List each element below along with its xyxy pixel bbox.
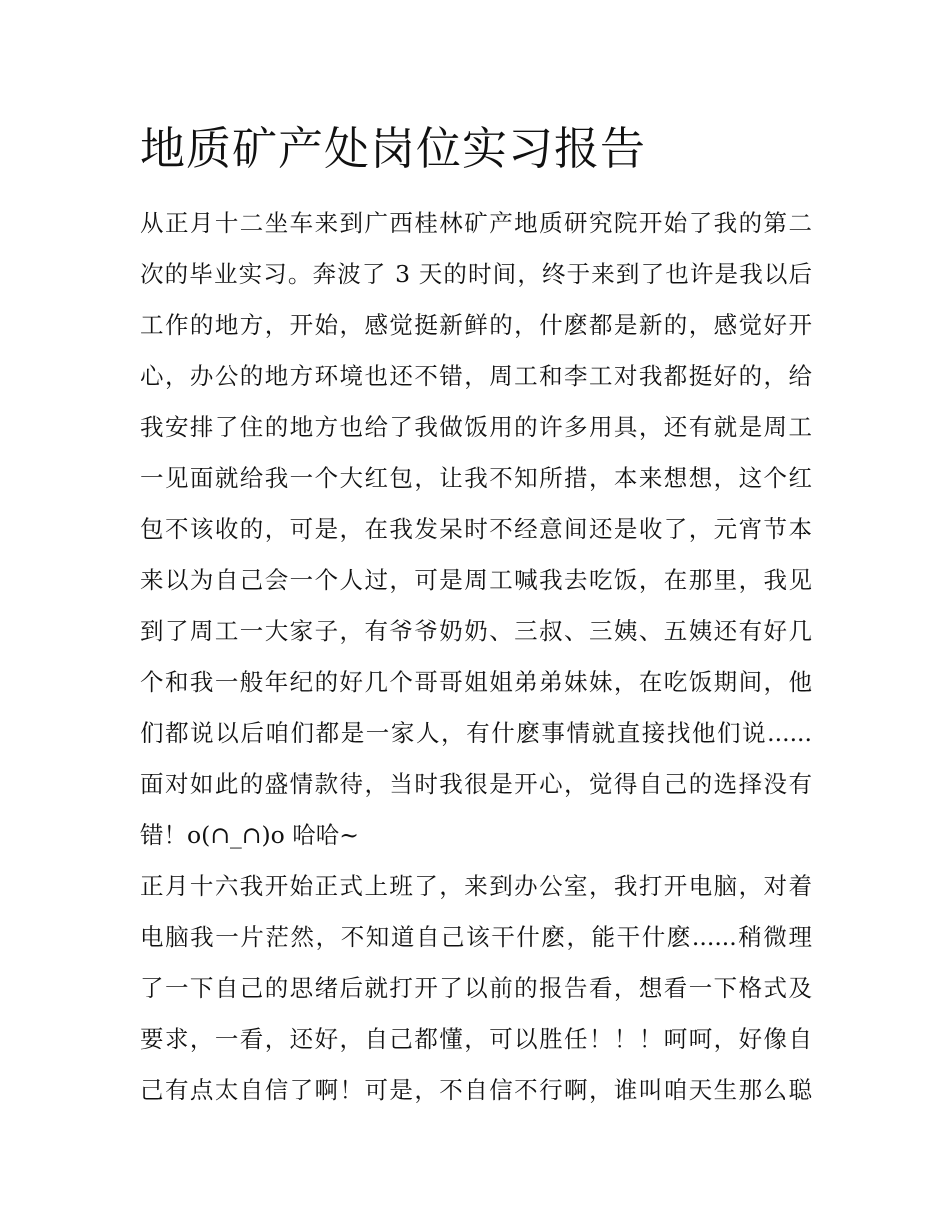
- document-body: [140, 198, 812, 1116]
- body-line: 到了周工一大家子，有爷爷奶奶、三叔、三姨、五姨还有好几: [140, 617, 812, 645]
- body-line: 来以为自己会一个人过，可是周工喊我去吃饭，在那里，我见: [140, 566, 812, 594]
- document-title: 地质矿产处岗位实习报告: [140, 122, 647, 175]
- body-line: 正月十六我开始正式上班了，来到办公室，我打开电脑，对着: [140, 872, 812, 900]
- body-line: 要求，一看，还好，自己都懂，可以胜任！！！呵呵，好像自: [140, 1025, 812, 1053]
- body-line: 电脑我一片茫然，不知道自己该干什麽，能干什麽......稍微理: [140, 923, 812, 951]
- body-line: 次的毕业实习。奔波了 3 天的时间，终于来到了也许是我以后: [140, 260, 812, 288]
- body-line: 了一下自己的思绪后就打开了以前的报告看，想看一下格式及: [140, 974, 812, 1002]
- body-line: 个和我一般年纪的好几个哥哥姐姐弟弟妹妹，在吃饭期间，他: [140, 668, 812, 696]
- body-line: 们都说以后咱们都是一家人，有什麽事情就直接找他们说......: [140, 719, 812, 747]
- document-content: [140, 118, 812, 1116]
- body-line: 包不该收的，可是，在我发呆时不经意间还是收了，元宵节本: [140, 515, 812, 543]
- body-line: 心，办公的地方环境也还不错，周工和李工对我都挺好的，给: [140, 362, 812, 390]
- body-line: 面对如此的盛情款待，当时我很是开心，觉得自己的选择没有: [140, 770, 812, 798]
- body-line: 我安排了住的地方也给了我做饭用的许多用具，还有就是周工: [140, 413, 812, 441]
- body-line: 一见面就给我一个大红包，让我不知所措，本来想想，这个红: [140, 464, 812, 492]
- body-line: 己有点太自信了啊！可是，不自信不行啊，谁叫咱天生那么聪: [140, 1076, 812, 1104]
- body-line: 错！o(∩_∩)o 哈哈~: [140, 821, 359, 849]
- body-line: 从正月十二坐车来到广西桂林矿产地质研究院开始了我的第二: [140, 209, 812, 237]
- body-line: 工作的地方，开始，感觉挺新鲜的，什麽都是新的，感觉好开: [140, 311, 812, 339]
